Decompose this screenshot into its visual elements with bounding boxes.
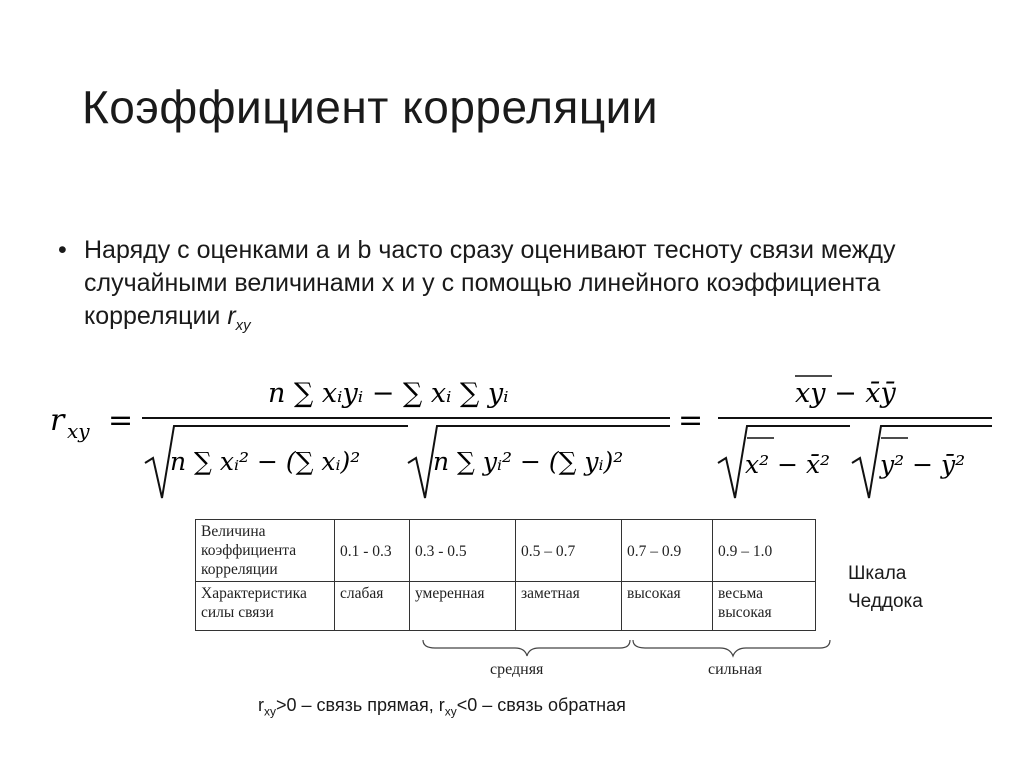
bullet-dot-icon: •: [58, 236, 67, 264]
formula-equals-2: =: [678, 403, 704, 438]
note-sub2: xy: [444, 704, 457, 719]
range-cell: 0.9 – 1.0: [713, 520, 816, 582]
scale-name: [848, 560, 958, 616]
formula-alt-denominator-left: x² − x̄²: [745, 450, 831, 479]
chaddock-table-wrap: [195, 519, 816, 631]
formula-lhs-sub: xy: [67, 419, 90, 443]
bullet-symbol: r: [227, 302, 236, 330]
bullet-symbol-subscript: xy: [235, 317, 251, 334]
note-text1: >0 – связь прямая,: [276, 695, 439, 715]
bullet-paragraph: [58, 234, 998, 342]
formula-denominator-right: n ∑ yᵢ² − (∑ yᵢ)²: [433, 447, 624, 476]
note-text2: <0 – связь обратная: [456, 695, 626, 715]
scale-name-text: Шкала Чеддока: [848, 563, 923, 612]
strength-cell: весьма высокая: [713, 582, 816, 631]
row2-label: Характеристика силы связи: [196, 582, 335, 631]
range-cell: 0.5 – 0.7: [516, 520, 622, 582]
brace-strong-icon: [633, 640, 830, 656]
row1-label: Величина коэффициента корреляции: [196, 520, 335, 582]
range-cell: 0.3 - 0.5: [410, 520, 516, 582]
strength-cell: слабая: [335, 582, 410, 631]
brace-medium-icon: [423, 640, 630, 656]
chaddock-table: [195, 519, 816, 631]
group-label-strong: сильная: [708, 661, 762, 678]
slide-title: Коэффициент корреляции: [82, 81, 659, 133]
range-cell: 0.1 - 0.3: [335, 520, 410, 582]
note-r1: r: [258, 695, 264, 715]
sign-note: [258, 695, 626, 719]
table-row: [196, 582, 816, 631]
table-row: [196, 520, 816, 582]
formula-svg: [50, 368, 1000, 508]
formula-equals-1: =: [108, 403, 134, 438]
strength-cell: высокая: [622, 582, 713, 631]
strength-cell: умеренная: [410, 582, 516, 631]
correlation-formula: [50, 368, 1000, 513]
formula-alt-denominator-right: y² − ȳ²: [880, 450, 966, 479]
formula-denominator-left: n ∑ xᵢ² − (∑ xᵢ)²: [170, 447, 361, 476]
formula-alt-numerator: xy − x̄ȳ: [795, 378, 896, 409]
formula-numerator: n ∑ xᵢyᵢ − ∑ xᵢ ∑ yᵢ: [268, 378, 509, 409]
range-cell: 0.7 – 0.9: [622, 520, 713, 582]
group-braces: [420, 638, 840, 658]
strength-cell: заметная: [516, 582, 622, 631]
bullet-text: Наряду с оценками a и b часто сразу оценивают тесноту связи между случайными величинами x и y с помощью линейного коэффициента корреляции: [84, 236, 896, 330]
formula-lhs: r: [50, 403, 65, 438]
group-label-medium: средняя: [490, 661, 544, 678]
note-r2: r: [438, 695, 445, 715]
bullet-text-container: [84, 234, 998, 342]
note-sub1: xy: [264, 704, 276, 719]
